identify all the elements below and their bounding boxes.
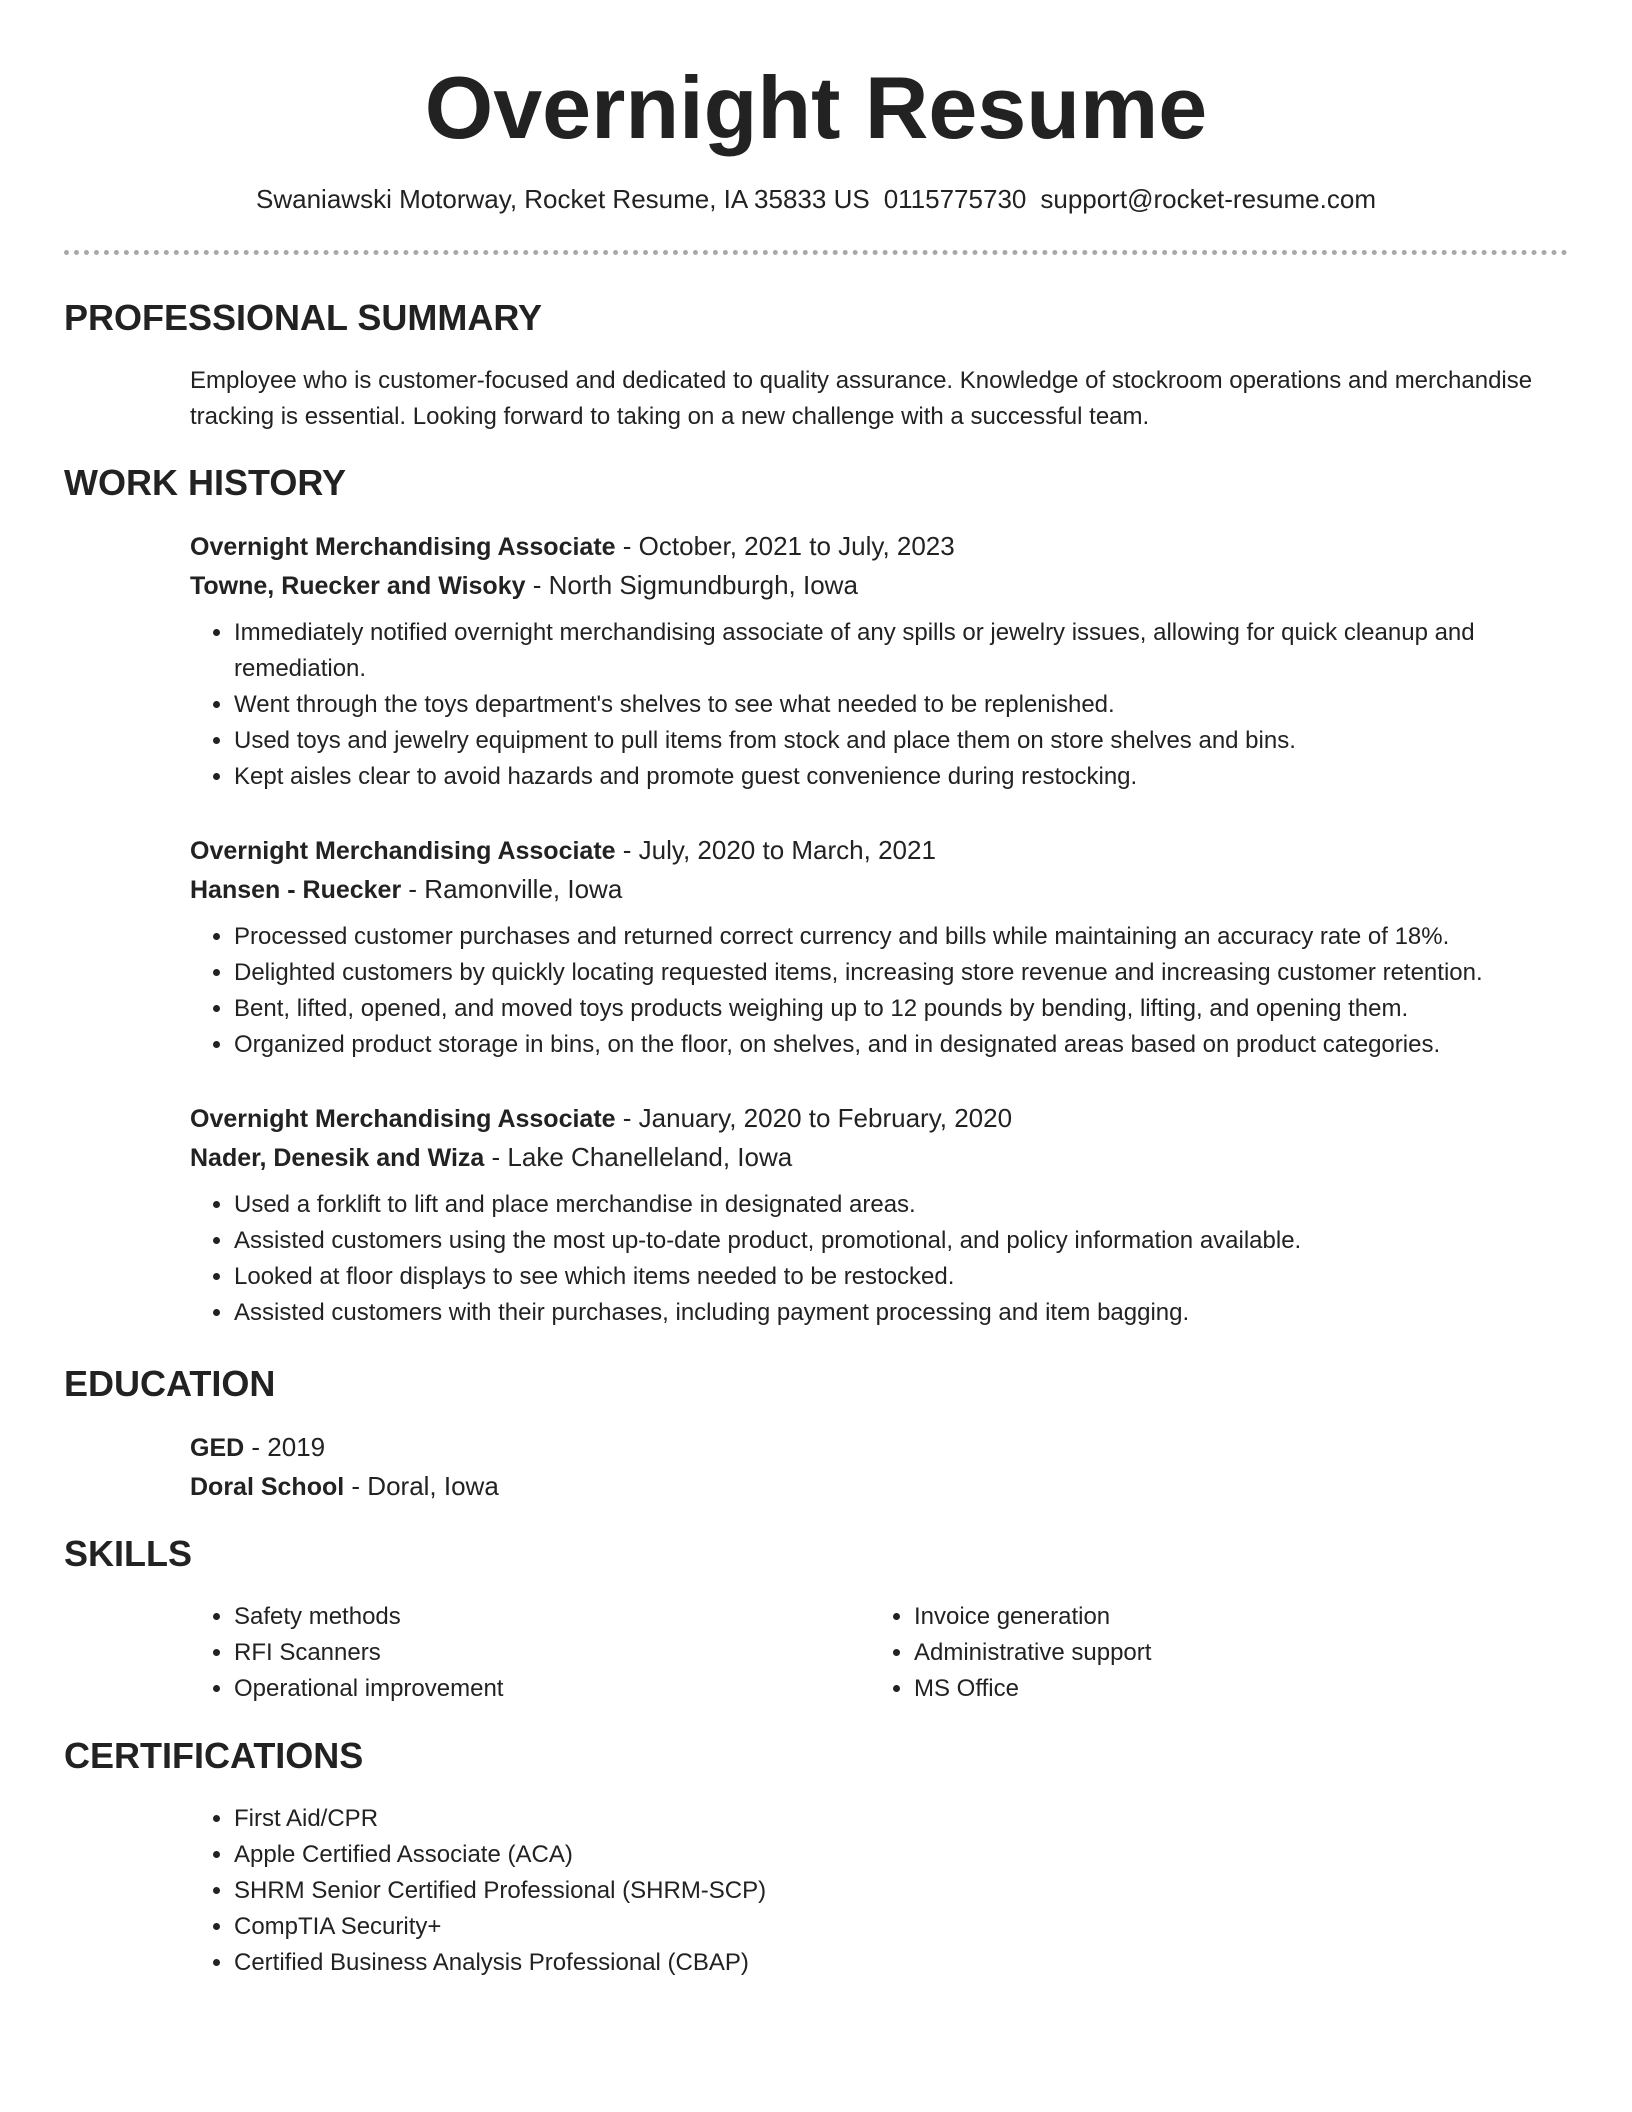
section-title-summary: PROFESSIONAL SUMMARY <box>64 297 543 338</box>
candidate-name: Overnight Resume <box>424 58 1208 157</box>
section-title-certifications: CERTIFICATIONS <box>64 1735 364 1776</box>
job-bullets <box>190 919 1550 1063</box>
certifications-section <box>190 1801 1550 1981</box>
job-bullet: • Kept aisles clear to avoid hazards and promote guest convenience during restocking. <box>234 759 1550 795</box>
job-entry <box>190 1099 1550 1331</box>
section-title-work-history: WORK HISTORY <box>64 462 347 503</box>
skills-section <box>190 1599 1550 1707</box>
certification-item: • CompTIA Security+ <box>234 1909 1550 1945</box>
skills-list-left <box>190 1599 870 1707</box>
job-bullet: • Used a forklift to lift and place merchandise in designated areas. <box>234 1187 1550 1223</box>
skill-item: • Invoice generation <box>914 1599 1550 1635</box>
job-bullet: • Immediately notified overnight merchandising associate of any spills or jewelry issues, allowing for quick cleanup and remediation. <box>234 615 1550 687</box>
job-dates: - July, 2020 to March, 2021 <box>615 835 936 865</box>
job-entry <box>190 831 1550 1063</box>
job-company-line <box>190 566 1550 605</box>
skill-item: • MS Office <box>914 1671 1550 1707</box>
job-bullet: • Assisted customers using the most up-to-date product, promotional, and policy information available. <box>234 1223 1550 1259</box>
certification-item: • SHRM Senior Certified Professional (SHRM-SCP) <box>234 1873 1550 1909</box>
job-company: Towne, Ruecker and Wisoky <box>190 572 526 600</box>
job-dates: - January, 2020 to February, 2020 <box>615 1103 1013 1133</box>
job-location: - Lake Chanelleland, Iowa <box>484 1142 793 1172</box>
section-title-skills: SKILLS <box>64 1533 193 1574</box>
job-company: Hansen - Ruecker <box>190 876 402 904</box>
certification-item: • First Aid/CPR <box>234 1801 1550 1837</box>
job-entry <box>190 527 1550 795</box>
job-company: Nader, Denesik and Wiza <box>190 1144 485 1172</box>
job-bullet: • Looked at floor displays to see which items needed to be restocked. <box>234 1259 1550 1295</box>
header-divider <box>64 250 1568 255</box>
education-degree-line <box>190 1428 1550 1467</box>
summary-section <box>190 363 1550 435</box>
education-year: - 2019 <box>244 1432 326 1462</box>
education-school: Doral School <box>190 1473 345 1501</box>
job-bullets <box>190 615 1550 795</box>
job-title-line <box>190 1099 1550 1138</box>
job-role: Overnight Merchandising Associate <box>190 1105 616 1133</box>
job-bullet: • Processed customer purchases and returned correct currency and bills while maintaining an accuracy rate of 18%. <box>234 919 1550 955</box>
job-location: - Ramonville, Iowa <box>401 874 623 904</box>
certification-item: • Certified Business Analysis Professional (CBAP) <box>234 1945 1550 1981</box>
skill-item: • Operational improvement <box>234 1671 870 1707</box>
job-bullet: • Went through the toys department's shelves to see what needed to be replenished. <box>234 687 1550 723</box>
skill-item: • Safety methods <box>234 1599 870 1635</box>
skill-item: • RFI Scanners <box>234 1635 870 1671</box>
education-location: - Doral, Iowa <box>344 1471 499 1501</box>
job-company-line <box>190 1138 1550 1177</box>
contact-address: Swaniawski Motorway, Rocket Resume, IA 35833 US <box>256 184 870 214</box>
skill-item: • Administrative support <box>914 1635 1550 1671</box>
job-bullets <box>190 1187 1550 1331</box>
certifications-list <box>190 1801 1550 1981</box>
job-title-line <box>190 831 1550 870</box>
education-degree: GED <box>190 1434 245 1462</box>
job-bullet: • Organized product storage in bins, on the floor, on shelves, and in designated areas based on product categories. <box>234 1027 1550 1063</box>
job-role: Overnight Merchandising Associate <box>190 533 616 561</box>
contact-email: support@rocket-resume.com <box>1040 184 1376 214</box>
skills-grid <box>190 1599 1550 1707</box>
education-entry <box>190 1428 1550 1506</box>
job-dates: - October, 2021 to July, 2023 <box>615 531 955 561</box>
job-company-line <box>190 870 1550 909</box>
job-location: - North Sigmundburgh, Iowa <box>525 570 858 600</box>
section-title-education: EDUCATION <box>64 1363 276 1404</box>
contact-line <box>0 182 1632 216</box>
skills-list-right <box>870 1599 1550 1707</box>
certification-item: • Apple Certified Associate (ACA) <box>234 1837 1550 1873</box>
summary-text: Employee who is customer-focused and dedicated to quality assurance. Knowledge of stockroom operations and merchandise tracking is essential. Looking forward to taking on a new challenge with a successful team. <box>190 367 1533 430</box>
education-school-line <box>190 1467 1550 1506</box>
contact-phone: 0115775730 <box>883 184 1027 214</box>
job-role: Overnight Merchandising Associate <box>190 837 616 865</box>
job-title-line <box>190 527 1550 566</box>
job-bullet: • Bent, lifted, opened, and moved toys products weighing up to 12 pounds by bending, lifting, and opening them. <box>234 991 1550 1027</box>
job-bullet: • Used toys and jewelry equipment to pull items from stock and place them on store shelves and bins. <box>234 723 1550 759</box>
job-bullet: • Delighted customers by quickly locating requested items, increasing store revenue and increasing customer retention. <box>234 955 1550 991</box>
job-bullet: • Assisted customers with their purchases, including payment processing and item bagging. <box>234 1295 1550 1331</box>
